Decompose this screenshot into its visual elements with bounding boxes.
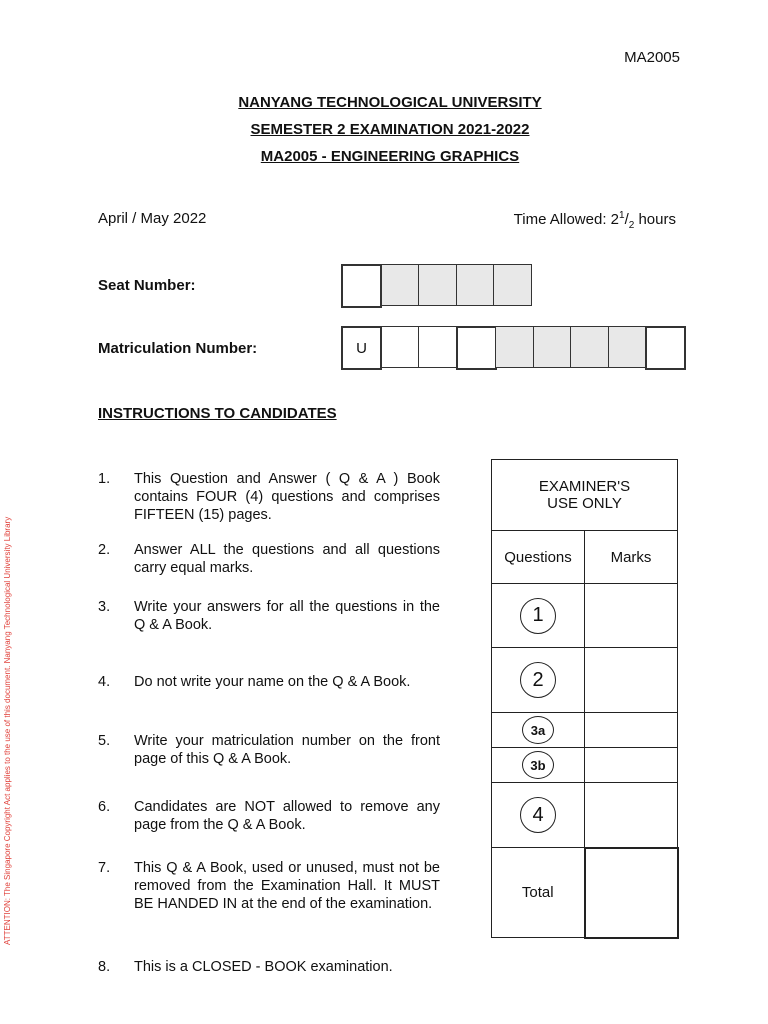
col-questions: Questions bbox=[492, 531, 585, 584]
item-text: Answer ALL the questions and all questions carry equal marks. bbox=[134, 542, 440, 576]
instruction-item bbox=[98, 958, 440, 976]
university-title: NANYANG TECHNOLOGICAL UNIVERSITY bbox=[238, 94, 542, 111]
matric-box[interactable] bbox=[533, 326, 572, 368]
seat-number-boxes[interactable] bbox=[341, 264, 531, 308]
question-cell bbox=[492, 713, 585, 748]
instruction-item bbox=[98, 732, 440, 768]
document-code: MA2005 bbox=[624, 49, 680, 66]
item-num: 2. bbox=[98, 542, 111, 558]
matric-box[interactable] bbox=[570, 326, 609, 368]
question-3a-label: 3a bbox=[522, 716, 554, 744]
instruction-item bbox=[98, 673, 440, 691]
question-2-label: 2 bbox=[520, 662, 556, 698]
question-1-label: 1 bbox=[520, 598, 556, 634]
item-num: 8. bbox=[98, 959, 111, 975]
copyright-watermark: ATTENTION: The Singapore Copyright Act applies to the use of this document. Nanyang Technological University Library bbox=[3, 516, 12, 945]
course-title: MA2005 - ENGINEERING GRAPHICS bbox=[260, 148, 520, 165]
examiner-title-line1: EXAMINER'S bbox=[538, 478, 631, 495]
instruction-item bbox=[98, 859, 440, 913]
time-unit: hours bbox=[638, 211, 676, 228]
item-text: Do not write your name on the Q & A Book. bbox=[134, 674, 411, 690]
examiner-title bbox=[492, 460, 678, 531]
seat-box[interactable] bbox=[341, 264, 382, 308]
marks-cell[interactable] bbox=[585, 713, 678, 748]
matric-box[interactable] bbox=[418, 326, 457, 368]
matric-box[interactable] bbox=[608, 326, 647, 368]
marks-cell[interactable] bbox=[585, 584, 678, 648]
question-cell bbox=[492, 584, 585, 648]
examiner-table bbox=[491, 459, 679, 939]
seat-number-label: Seat Number: bbox=[98, 277, 196, 294]
time-whole: 2 bbox=[610, 211, 619, 228]
col-marks: Marks bbox=[585, 531, 678, 584]
question-cell bbox=[492, 748, 585, 783]
item-num: 6. bbox=[98, 799, 111, 815]
matric-number-boxes[interactable] bbox=[341, 326, 685, 370]
item-text: Candidates are NOT allowed to remove any page from the Q & A Book. bbox=[134, 799, 440, 833]
examiner-title-line2: USE ONLY bbox=[547, 495, 622, 512]
instruction-item bbox=[98, 798, 440, 834]
question-3b-label: 3b bbox=[522, 751, 554, 779]
item-text: Write your answers for all the questions in the Q & A Book. bbox=[134, 599, 440, 633]
matric-box-prefix: U bbox=[341, 326, 382, 370]
time-den: 2 bbox=[628, 220, 635, 231]
seat-box[interactable] bbox=[493, 264, 532, 306]
seat-box[interactable] bbox=[418, 264, 457, 306]
instruction-item bbox=[98, 541, 440, 577]
time-allowed: Time Allowed: $2^1/_2$ hours bbox=[513, 210, 676, 231]
item-num: 1. bbox=[98, 471, 111, 487]
instruction-item bbox=[98, 470, 440, 524]
title-block bbox=[0, 94, 768, 175]
instruction-item bbox=[98, 598, 440, 634]
item-num: 5. bbox=[98, 733, 111, 749]
total-label: Total bbox=[492, 848, 585, 938]
item-text: Write your matriculation number on the front page of this Q & A Book. bbox=[134, 733, 440, 767]
marks-cell[interactable] bbox=[585, 783, 678, 848]
item-text: This Question and Answer ( Q & A ) Book contains FOUR (4) questions and comprises FIFTEEN (15) pages. bbox=[134, 471, 440, 523]
time-label: Time Allowed: bbox=[513, 211, 607, 228]
question-cell bbox=[492, 783, 585, 848]
marks-cell[interactable] bbox=[585, 748, 678, 783]
total-marks-cell[interactable] bbox=[585, 848, 678, 938]
seat-box[interactable] bbox=[456, 264, 495, 306]
exam-date: April / May 2022 bbox=[98, 210, 207, 227]
item-text: This is a CLOSED - BOOK examination. bbox=[134, 959, 393, 975]
item-num: 4. bbox=[98, 674, 111, 690]
item-num: 7. bbox=[98, 860, 111, 876]
item-num: 3. bbox=[98, 599, 111, 615]
seat-box[interactable] bbox=[381, 264, 420, 306]
semester-title: SEMESTER 2 EXAMINATION 2021-2022 bbox=[250, 121, 530, 138]
matric-box[interactable] bbox=[495, 326, 534, 368]
matric-box[interactable] bbox=[381, 326, 420, 368]
matric-box[interactable] bbox=[645, 326, 686, 370]
question-cell bbox=[492, 648, 585, 713]
question-4-label: 4 bbox=[520, 797, 556, 833]
item-text: This Q & A Book, used or unused, must not be removed from the Examination Hall. It MUST BE HANDED IN at the end of the examination. bbox=[134, 860, 440, 912]
matric-box[interactable] bbox=[456, 326, 497, 370]
matric-number-label: Matriculation Number: bbox=[98, 340, 258, 357]
time-num: 1 bbox=[619, 210, 625, 221]
marks-cell[interactable] bbox=[585, 648, 678, 713]
instructions-heading: INSTRUCTIONS TO CANDIDATES bbox=[98, 405, 337, 422]
